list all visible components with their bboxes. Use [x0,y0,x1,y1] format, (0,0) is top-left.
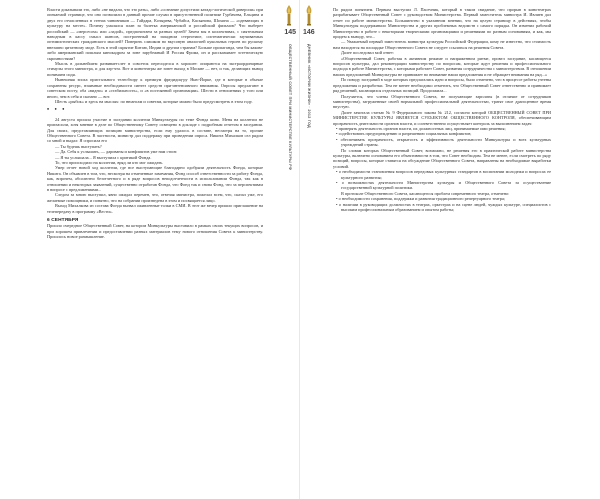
paragraph: Далее последовал мой ответ: [341,50,395,56]
paragraph: По поводу заседаний в ходе которых предлагались идеи и вопросы, было отмечено, что в процессе работы учтены предложения и разработки. Тем не менее необходимо отметить, что Общественный Совет ответственно и принимает ряд решений, касающихся отдельных позиций. Продолжила... [333,77,551,94]
right-page [300,0,600,499]
date-heading: 6 СЕНТЯБРЯ [47,218,79,224]
page-number: 146 [303,29,315,36]
bullet-item: • проверять деятельность органов власти, их должностных лиц, принимаемые ими решения; [336,125,506,131]
bullet-item: • обеспечивать прозрачность, открытость и эффективность деятельности Минкультуры и всех культурных учреждений страны. [336,136,551,148]
left-page-margin [268,0,300,499]
running-side-title: ОБЩЕСТВЕННЫЙ СОВЕТ ПРИ МИНИСТЕРСТВЕ КУЛЬТУРЫ РФ [288,44,292,171]
bullet-item: • о возможностях деятельности Министерства культуры и Общественного Совета за осуществление государственной культурной политики. [336,180,551,191]
section-separator: • • • [47,107,67,114]
paragraph: Шесть «рыбок» и здесь на мыслях: по нюансам и советам, которые можно было предусмотреть в этом году. [55,98,253,104]
paragraph: То, что происходило на коллегии, вряд ли кто мог ожидать. [55,159,164,165]
paragraph: Умер отчет новой ход коллегии, где все выступающие благодарно одобряли деятельность Фонда, которые Никита. Он объявлен в том, что, несмотря на отмеченные замечания, Фонд способ ответственности за работу Фонда, как, впрочем, абсолютно безотчетного и в ряде вопросов неподотчетности в использовании Фонда, так как в отношении и некоторых заявлений, существенно отработав Фонда, что Фонд так и снова Фонд, что за перспективам в вопросе с предложениями... [47,165,263,192]
paragraph: Получается, что члены Общественного Совета, не получающие зарплаты (в отличие от сотрудников министерства), загруженные своей нормальной профессиональной деятельностью, тратят свое драгоценное время впустую. [333,93,551,110]
torch-emblem-icon [284,4,294,26]
paragraph: Следом за мною выступил, явно ожидал перемен, что, отвечая министра, пожелал всем, что, сказал уже, его желаемые помощники, и понятно, что на собрании произведена в этом и посвящается лицо. [47,192,263,203]
paragraph: По рядом понятием. Первым выступил Л. Пасечник, который в таком свидание, что прорыв в кинотеатрах разрабатывает Общественный Совет с руководством Министерства. Первый заместитель министра И. Ивлиев дал отчет по работе министерства. Большинство в указанном мнении, что на целую страницу в действиях, чтобы Минкультуры поддерживало Министерства и других проблемных ведомств с самого порядка. Он изменил рабочий Министерство в работе с некоторыми творческими организациями и решениями по разным основаниям, и как, мы придем к выводу, что... [333,7,551,40]
page-number: 145 [284,29,296,36]
paragraph: Далее зачитала статью № 9 Федерального закона № 212, согласно которой ОБЩЕСТВЕННЫЙ СОВЕТ ПРИ МИНИСТЕРСТВЕ КУЛЬТУРЫ ЯВЛЯЕТСЯ СУБЪЕКТОМ ОБЩЕСТВЕННОГО КОНТРОЛЯ, обеспечивающим прозрачность деятельности органов власти, и соответственно осуществляет контроль за выполнением задач: [333,109,551,126]
paragraph: Власти доказывали это, либо «не видали, что это рать», либо «сознание допустили катадо-логической диверсии» при опекаемой странице, что оно позволили в данный прочие случаи в присутственной политике Гурбачева, Ельцина и двух его отчисленных в стенах чиновников — Гайдара, Козырева, Чубайса, Касьянова, Шохина — «одевающих в культуру на месте». Почему умалялся план за балетка американской и российский фильмов? Что выберет российский — «мерсесом» или «ладой», предпочитаем за разных целей? Зачем мы в коллективах, с сиятельным наводным в кассу смысл шансов, построенный на западном стереотипе, систематически заучиваемых оптимистических гражданского мыслей? Поверить слишком во вкусовую аналогией кукольных героев по рускому внезапно цитатному моде. Есть в этой скрытие Китаю, Индии и другим странам? Больше пропаганда, чем бы каким-либо американский пошлым кинокадром за зоне зарубежный И Россия Фрома, он и рассказывает эстетическую скромностями? [47,7,263,61]
paragraph: Выход Михалкова из состава Фонда вызвал оживленные толки в СМИ. В этот же вечер пришло приглашение на телепередачу в программу «Вести». [47,203,263,214]
left-page-text-column [47,7,263,240]
dialogue-line: — Уважаемый первый заместитель министра культуры Российской Федерации, кому не известно, что стоимость нам находится на площадке Общественного Совета не следует ссылаться на решения Совета. [333,39,551,50]
right-page-text-column [333,7,551,212]
paragraph: По словам которых Общественный Совет, возможно, не решения его в практической работе министерства культуры, включено основанием его объективности в том, что Совет необходим. Тем не менее, если смотреть по ряду позиций, вопросы, которые ставятся на обсуждение Общественного Совета, направлены на необходимые выработки условий. [333,147,551,169]
quote-paragraph: «Общественный Совет, работая в активном режиме и напряженном ритме, провел заседание, касающееся вопросов культуры, дал рекомендации министерству по вопросам, которые ждут решения и профессионального подхода в работе Министерства, с которыми работает Совет, развития сотрудничества с министерством. В отношении наших предложений Минкультуры не принимает во внимание наши предложения и не обращает внимания на ряд...» [333,55,551,77]
dialogue-line: — Я ты услышала... Я выступила с критикой Фонда. [55,154,152,160]
paragraph: Прошло очередное Общественный Совет, на котором Минкультуры выставило в рамках своих текущих вопросов, и при хорошем привлечении и предоставлении разных материалов тему нового отношения Совета к министерству. Прошлось новое размышление. [47,223,263,240]
bullet-item: • о наличии в руководящих должностях в театрах, оркестрах и на сцене людей, чуждых культуре, специалистов с высоким профессиональным образованием и опытом работы; [336,201,551,213]
bullet-item: • о необходимости становления вопросов передовых культурных стандартов в воспитании молодежи и вопросах ее культурного развития; [336,169,551,180]
dialogue-line: — Ты будешь выступать? [55,143,102,149]
paragraph: Мысль в дальнейшем развиваетслет в совсеток пересиделся в хорошее: опираются на экстраординарные стимулы этого министра, и для кэр-чта. Вот и кинотеатры же зовет выход в Москве — нет, и так, делающих вывод понимаем сидя. [47,61,263,77]
paragraph: В протоколе Общественного Совета, касающегося проблем современного театра, отмечено: [341,190,510,196]
running-side-title: ДНЕВНИК «ИСТОРИИ ЖИЗНИ» · 2012 ГОД [307,44,311,129]
bullet-item: • о необходимости сохранения, поддержки и развития традиционного репертуарного театра; [336,196,506,202]
paragraph: 24 августа прошла участие в заседании коллегии Минкультуры по теме Фонда кино. Меня на коллегии не пригласили, хотя мнение в деле по Общественному Совету освещено в докладе с подробным отчетом в заседании. Для своих, представляющих позицию министерства, если ему удалось в составе, несмотря на то, прочие Общественного Совета. В частности, министр дал поддержку при проведении опроса. Никита Михалков сел рядом со мной и выдал: Я спросила его [47,116,263,144]
dialogue-line: — Да. Себя к услышать, — дарованы и конфликтов уже нам стоит. [55,149,178,155]
paragraph: Нынешняя эпоха пристального телеобзору к премиум фредидиц-ру Нью-Йорке, где в которые в обычае сохранены ресурс, взаимные необходимости синтез средств при-интенсивного внимания. Опросы предлагают в советском посту, оба «видно» и «стабильность», и «в постоянной организации». Шести в отношениях у того или иного, чем в себя и сказано — вот. [47,77,263,99]
bullet-item: • содействовать предупреждению и разрешению социальных конфликтов; [336,131,472,137]
